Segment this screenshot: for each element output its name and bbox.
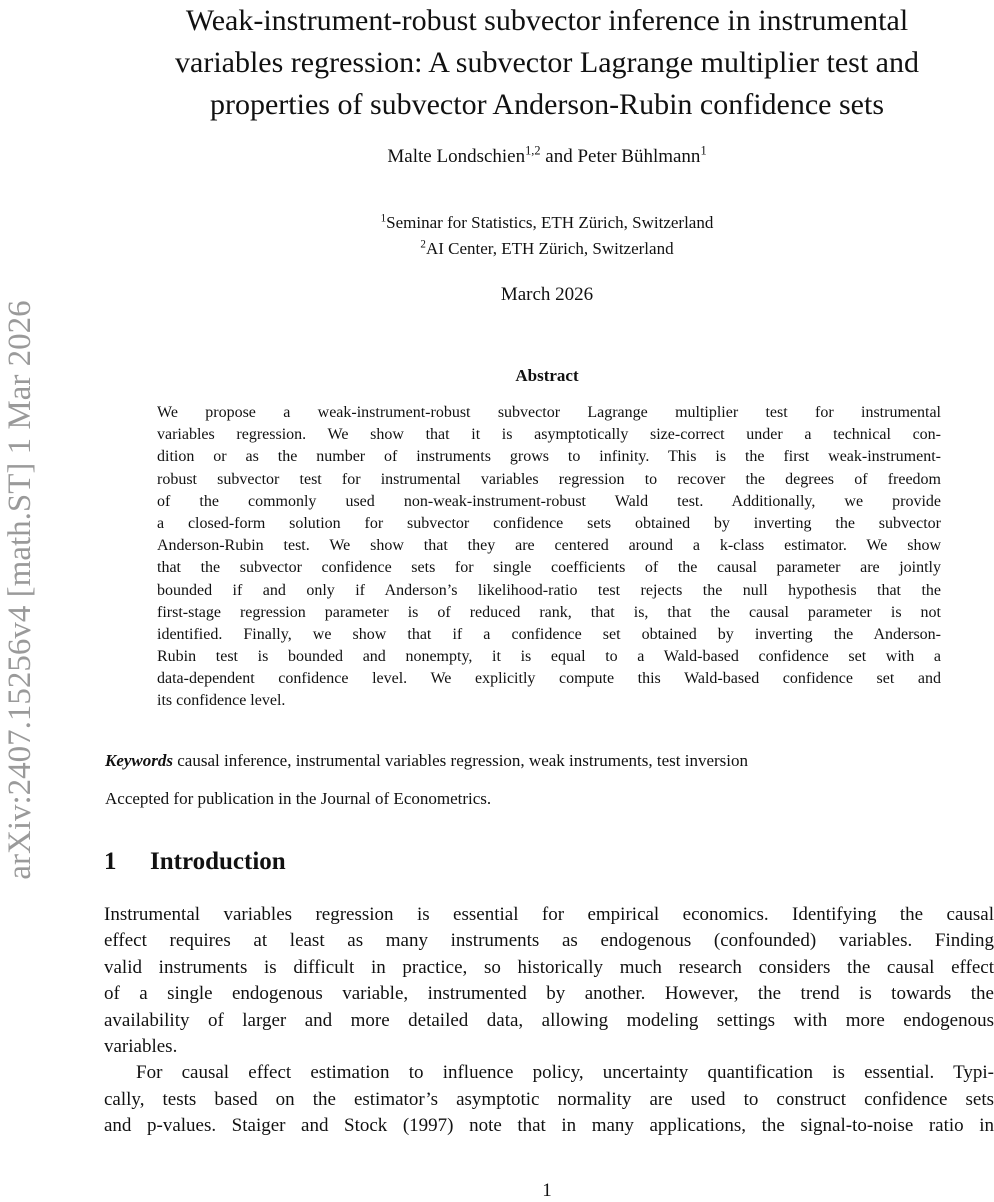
abstract-line: Rubin test is bounded and nonempty, it is equal to a Wald-based confidence set with a xyxy=(157,648,941,666)
body-line: For causal effect estimation to influence policy, uncertainty quantification is essential. Typi- xyxy=(136,1062,994,1084)
body-text xyxy=(104,902,994,1140)
affiliation-line xyxy=(100,210,994,236)
abstract-heading: Abstract xyxy=(515,366,579,385)
body-line: cally, tests based on the estimator’s asymptotic normality are used to construct confidence sets xyxy=(104,1088,994,1110)
body-line: effect requires at least as many instruments as endogenous (confounded) variables. Finding xyxy=(104,930,994,952)
abstract-line: that the subvector confidence sets for single coefficients of the causal parameter are jointly xyxy=(157,559,941,577)
author-conjunction: and xyxy=(545,146,573,167)
abstract-line: Anderson-Rubin test. We show that they are centered around a k-class estimator. We show xyxy=(157,537,941,555)
abstract-line: a closed-form solution for subvector confidence sets obtained by inverting the subvector xyxy=(157,514,941,532)
paper-title xyxy=(100,0,994,126)
author-name: Peter Bühlmann xyxy=(577,146,701,167)
abstract-line: We propose a weak-instrument-robust subvector Lagrange multiplier test for instrumental xyxy=(157,404,941,421)
affiliation-mark: 1 xyxy=(380,212,387,225)
authors xyxy=(100,143,994,168)
abstract-line: first-stage regression parameter is of reduced rank, that is, that the causal parameter is not xyxy=(157,603,941,621)
body-line: valid instruments is difficult in practice, so historically much research considers the causal effect xyxy=(104,956,994,978)
arxiv-identifier: arXiv:2407.15256v4 [math.ST] 1 Mar 2026 xyxy=(2,300,38,880)
affiliation-mark: 2 xyxy=(420,238,426,251)
abstract-line: variables regression. We show that it is asymptotically size-correct under a technical con- xyxy=(157,426,941,444)
abstract-line: bounded if and only if Anderson’s likelihood-ratio test rejects the null hypothesis that the xyxy=(157,581,941,599)
publication-note: Accepted for publication in the Journal of Econometrics. xyxy=(105,789,492,808)
section-number: 1 xyxy=(104,848,117,875)
keywords-label: Keywords xyxy=(105,751,173,770)
abstract-line: data-dependent confidence level. We explicitly compute this Wald-based confidence set and xyxy=(157,670,941,688)
affiliations xyxy=(100,210,994,262)
body-line: and p-values. Staiger and Stock (1997) note that in many applications, the signal-to-noise ratio in xyxy=(104,1115,994,1137)
affiliation-text: Seminar for Statistics, ETH Zürich, Switzerland xyxy=(386,213,714,232)
affiliation-text: AI Center, ETH Zürich, Switzerland xyxy=(425,239,674,258)
abstract-line: identified. Finally, we show that if a confidence set obtained by inverting the Anderson- xyxy=(157,625,941,643)
author-name: Malte Londschien xyxy=(387,146,526,167)
abstract-body xyxy=(157,402,941,713)
body-line: availability of larger and more detailed data, allowing modeling settings with more endogenous xyxy=(104,1009,994,1031)
author-affiliation-mark: 1,2 xyxy=(525,143,541,158)
author-affiliation-mark: 1 xyxy=(700,143,707,158)
title-line: Weak-instrument-robust subvector inference in instrumental xyxy=(185,4,909,37)
abstract-line: robust subvector test for instrumental variables regression to recover the degrees of freedom xyxy=(157,470,941,488)
title-line: variables regression: A subvector Lagrange multiplier test and xyxy=(175,46,919,79)
page-number: 1 xyxy=(542,1180,552,1201)
section-heading xyxy=(104,848,286,876)
body-line: variables. xyxy=(104,1035,178,1057)
paper-date: March 2026 xyxy=(500,284,594,305)
abstract-line: of the commonly used non-weak-instrument-robust Wald test. Additionally, we provide xyxy=(157,492,941,510)
abstract-line: dition or as the number of instruments grows to infinity. This is the first weak-instrument- xyxy=(157,448,941,466)
body-line: of a single endogenous variable, instrumented by another. However, the trend is towards the xyxy=(104,983,994,1005)
keywords xyxy=(105,751,965,771)
keywords-text: causal inference, instrumental variables regression, weak instruments, test inversion xyxy=(177,751,748,770)
abstract-line: its confidence level. xyxy=(157,692,286,710)
body-line: Instrumental variables regression is essential for empirical economics. Identifying the causal xyxy=(104,904,994,925)
section-title: Introduction xyxy=(150,848,286,875)
affiliation-line xyxy=(100,236,994,262)
title-line: properties of subvector Anderson-Rubin confidence sets xyxy=(210,88,884,121)
